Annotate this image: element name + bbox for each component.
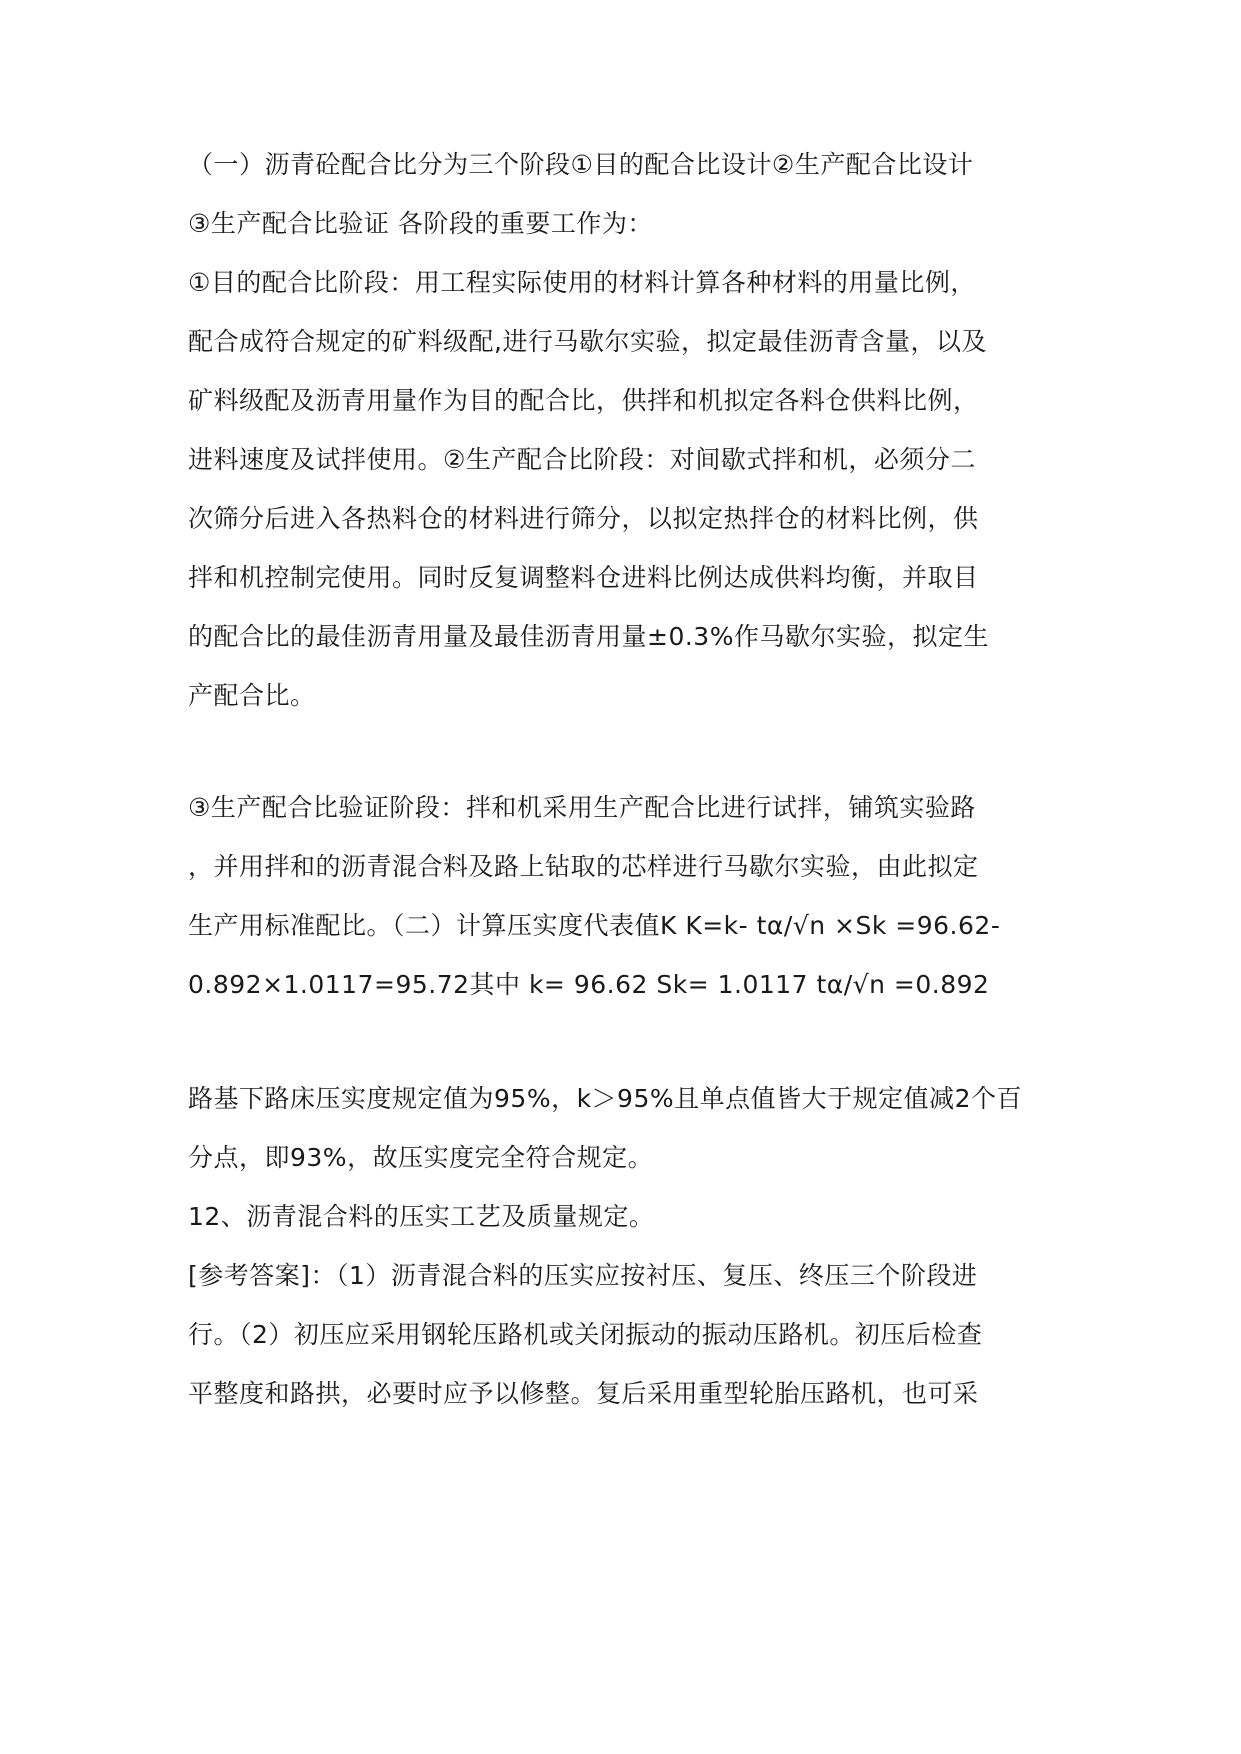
- text-line: 生产用标准配比。（二）计算压实度代表值K K=k- tα/√n ×Sk =96.62-: [188, 911, 1001, 940]
- text-line: 的配合比的最佳沥青用量及最佳沥青用量±0.3%作马歇尔实验，拟定生: [188, 622, 989, 651]
- text-line: 路基下路床压实度规定值为95%，k＞95%且单点值皆大于规定值减2个百: [188, 1084, 1023, 1113]
- text-line: ③生产配合比验证阶段：拌和机采用生产配合比进行试拌，铺筑实验路: [188, 793, 976, 822]
- text-line: 进料速度及试拌使用。②生产配合比阶段：对间歇式拌和机，必须分二: [188, 445, 976, 474]
- text-line: 0.892×1.0117=95.72其中 k= 96.62 Sk= 1.0117 tα/√n =0.892: [188, 970, 990, 999]
- text-line: 12、沥青混合料的压实工艺及质量规定。: [188, 1202, 655, 1231]
- text-line: [参考答案]：（1）沥青混合料的压实应按衬压、复压、终压三个阶段进: [188, 1261, 978, 1290]
- text-line: 平整度和路拱，必要时应予以修整。复后采用重型轮胎压路机，也可采: [188, 1379, 979, 1408]
- text-line: ①目的配合比阶段：用工程实际使用的材料计算各种材料的用量比例，: [188, 268, 976, 297]
- text-line: 次筛分后进入各热料仓的材料进行筛分，以拟定热拌仓的材料比例，供: [188, 504, 979, 533]
- text-line: 产配合比。: [188, 681, 316, 710]
- text-line: ，并用拌和的沥青混合料及路上钻取的芯样进行马歇尔实验，由此拟定: [188, 852, 979, 881]
- text-line: 矿料级配及沥青用量作为目的配合比，供拌和机拟定各料仓供料比例，: [188, 386, 979, 415]
- text-line: ③生产配合比验证 各阶段的重要工作为：: [188, 209, 653, 238]
- text-line: 配合成符合规定的矿料级配,进行马歇尔实验，拟定最佳沥青含量，以及: [188, 327, 987, 356]
- text-line: 拌和机控制完使用。同时反复调整料仓进料比例达成供料均衡，并取目: [188, 563, 979, 592]
- text-line: 行。（2）初压应采用钢轮压路机或关闭振动的振动压路机。初压后检查: [188, 1320, 983, 1349]
- text-line: 分点，即93%，故压实度完全符合规定。: [188, 1143, 654, 1172]
- text-line: （一）沥青砼配合比分为三个阶段①目的配合比设计②生产配合比设计: [188, 150, 974, 179]
